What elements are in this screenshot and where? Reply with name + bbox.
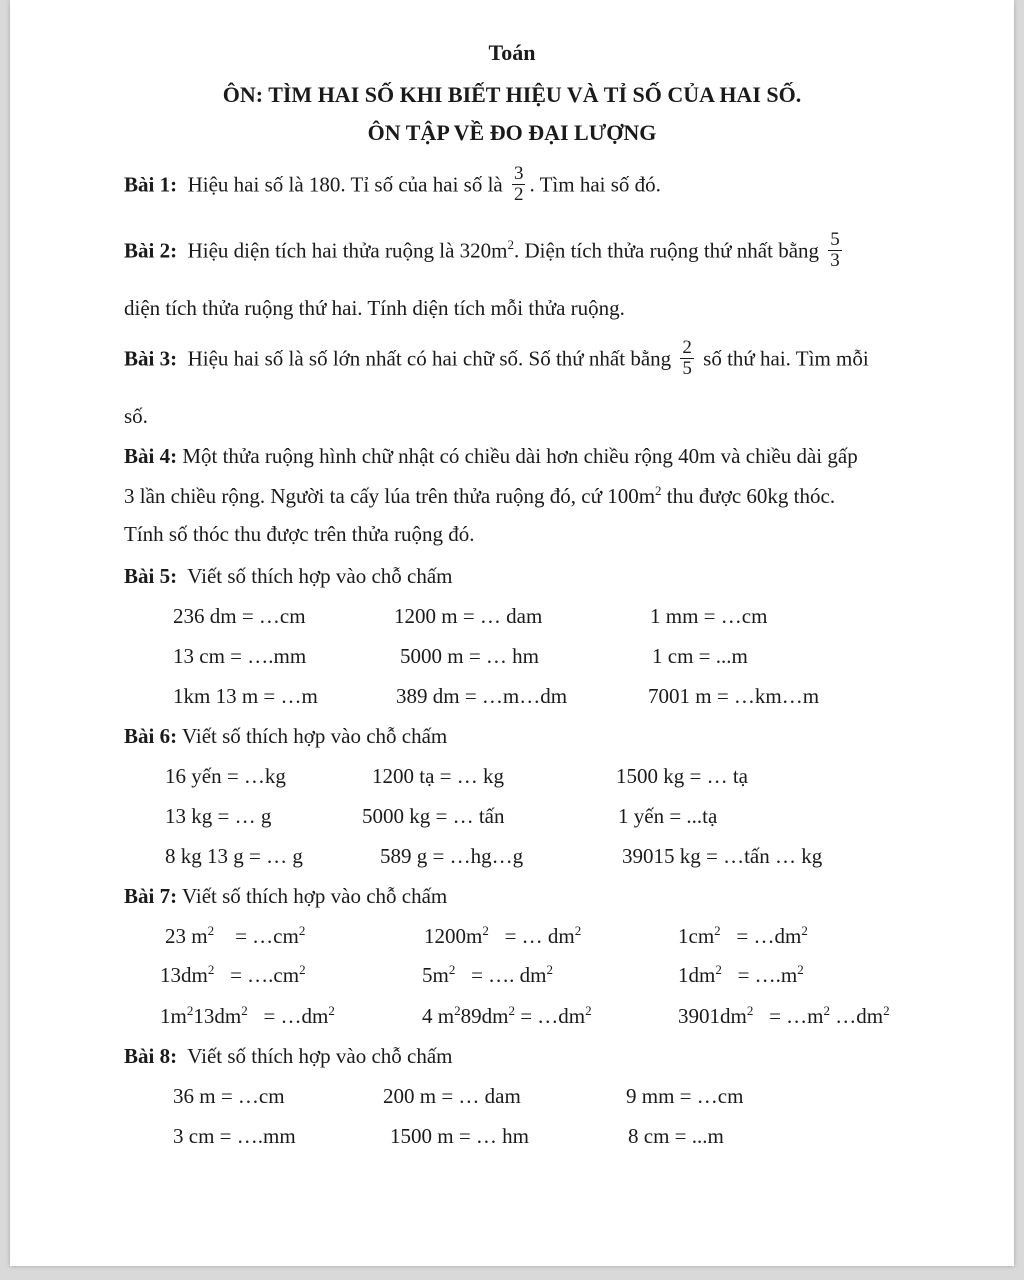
- area-term: 1200m: [424, 924, 483, 948]
- conversion-item: 200 m = … dam: [383, 1084, 521, 1108]
- exercise-1-text-end: . Tìm hai số đó.: [529, 172, 661, 197]
- superscript: 2: [507, 237, 514, 253]
- exercise-4-label: Bài 4:: [124, 444, 178, 468]
- superscript: 2: [482, 923, 489, 938]
- conversion-item: 39015 kg = …tấn … kg: [622, 844, 823, 868]
- conversion-item: 16 yến = …kg: [165, 764, 286, 788]
- fraction-numerator: 5: [830, 229, 840, 250]
- area-term: 3901dm: [678, 1004, 747, 1028]
- fraction-denominator: 5: [682, 358, 692, 379]
- exercise-3: [124, 337, 869, 381]
- exercise-3-label: Bài 3:: [124, 346, 178, 371]
- area-term: = …cm: [214, 924, 299, 948]
- area-term: = … dm: [488, 924, 575, 948]
- exercise-6-label: Bài 6:: [124, 724, 178, 748]
- conversion-item: 1500 m = … hm: [390, 1124, 530, 1148]
- conversion-item: 1200 tạ = … kg: [372, 764, 504, 788]
- conversion-item: 5000 m = … hm: [400, 644, 540, 668]
- area-conversion-item: [678, 1004, 890, 1029]
- exercise-1: [124, 163, 661, 207]
- fraction-numerator: 2: [682, 337, 692, 358]
- conversion-item: 8 cm = ...m: [628, 1124, 724, 1148]
- exercise-5: [124, 564, 453, 589]
- area-term: = ….m: [721, 963, 798, 987]
- area-term: 1dm: [678, 963, 716, 987]
- exercise-8-label: Bài 8:: [124, 1044, 178, 1068]
- exercise-4-line2: [124, 484, 835, 509]
- conversion-item: 1 yến = ...tạ: [618, 804, 718, 828]
- superscript: 2: [207, 962, 215, 977]
- exercise-2-line2: diện tích thửa ruộng thứ hai. Tính diện tích mỗi thửa ruộng.: [124, 296, 625, 320]
- exercise-2-fraction: [828, 230, 842, 271]
- conversion-item: 589 g = …hg…g: [380, 844, 524, 868]
- superscript: 2: [797, 962, 804, 977]
- superscript: 2: [883, 1003, 890, 1018]
- superscript: 2: [186, 1003, 194, 1018]
- superscript: 2: [207, 923, 215, 938]
- exercise-6: [124, 724, 447, 749]
- exercise-4-line2-text: 3 lần chiều rộng. Người ta cấy lúa trên thửa ruộng đó, cứ 100m: [124, 484, 656, 508]
- conversion-item: 3 cm = ….mm: [173, 1124, 296, 1148]
- superscript: 2: [454, 1003, 461, 1018]
- exercise-2-text: Hiệu diện tích hai thửa ruộng là 320m: [187, 238, 508, 263]
- exercise-4: [124, 444, 858, 469]
- area-term: …dm: [830, 1004, 884, 1028]
- exercise-3-text-end: số thứ hai. Tìm mỗi: [703, 346, 869, 371]
- superscript: 2: [298, 923, 306, 938]
- conversion-item: 236 dm = …cm: [173, 604, 306, 628]
- fraction-denominator: 2: [513, 184, 524, 205]
- area-conversion-item: [422, 963, 553, 988]
- exercise-4-line3: Tính số thóc thu được trên thửa ruộng đó.: [124, 522, 475, 546]
- exercise-8-instruction: Viết số thích hợp vào chỗ chấm: [187, 1044, 453, 1068]
- superscript: 2: [823, 1003, 831, 1018]
- area-term: = ….cm: [214, 963, 300, 987]
- superscript: 2: [299, 962, 306, 977]
- superscript: 2: [546, 962, 554, 977]
- exercise-7-instruction: Viết số thích hợp vào chỗ chấm: [181, 884, 448, 908]
- area-conversion-item: [160, 1004, 335, 1029]
- worksheet-title-line2: ÔN TẬP VỀ ĐO ĐẠI LƯỢNG: [367, 120, 657, 145]
- superscript: 2: [801, 923, 808, 938]
- exercise-8: [124, 1044, 453, 1069]
- exercise-5-instruction: Viết số thích hợp vào chỗ chấm: [187, 564, 453, 588]
- conversion-item: 8 kg 13 g = … g: [165, 844, 303, 868]
- area-conversion-item: [165, 924, 305, 949]
- exercise-7: [124, 884, 447, 909]
- exercise-3-text: Hiệu hai số là số lớn nhất có hai chữ số. Số thứ nhất bằng: [187, 346, 672, 371]
- exercise-3-line2: số.: [124, 404, 148, 428]
- area-term: = …dm: [514, 1004, 586, 1028]
- superscript: 2: [715, 962, 722, 977]
- area-term: = …dm: [720, 924, 802, 948]
- area-term: = …. dm: [455, 963, 547, 987]
- exercise-4-line2-end: thu được 60kg thóc.: [661, 484, 836, 508]
- area-term: 1m: [160, 1004, 187, 1028]
- area-term: 5m: [422, 963, 449, 987]
- conversion-item: 13 kg = … g: [165, 804, 272, 828]
- fraction-denominator: 3: [830, 250, 840, 271]
- area-conversion-item: [424, 924, 581, 949]
- fraction-numerator: 3: [513, 163, 524, 184]
- area-conversion-item: [678, 963, 804, 988]
- exercise-1-fraction: [512, 164, 526, 205]
- worksheet-page: [10, 0, 1014, 1266]
- exercise-3-fraction: [680, 338, 694, 379]
- area-conversion-item: [422, 1004, 592, 1029]
- exercise-2-label: Bài 2:: [124, 238, 178, 263]
- exercise-7-label: Bài 7:: [124, 884, 178, 908]
- conversion-item: 1500 kg = … tạ: [616, 764, 748, 788]
- superscript: 2: [241, 1003, 248, 1018]
- superscript: 2: [655, 483, 662, 498]
- subject-title: Toán: [488, 40, 536, 65]
- superscript: 2: [574, 923, 582, 938]
- conversion-item: 389 dm = …m…dm: [396, 684, 568, 708]
- conversion-item: 1km 13 m = …m: [173, 684, 318, 708]
- exercise-4-line1: Một thửa ruộng hình chữ nhật có chiều dài hơn chiều rộng 40m và chiều dài gấp: [182, 444, 858, 468]
- area-term: 23 m: [165, 924, 208, 948]
- area-term: = …m: [753, 1004, 824, 1028]
- conversion-item: 1 cm = ...m: [652, 644, 748, 668]
- area-term: 1cm: [678, 924, 715, 948]
- exercise-5-label: Bài 5:: [124, 564, 178, 588]
- conversion-item: 13 cm = ….mm: [173, 644, 307, 668]
- area-term: 89dm: [460, 1004, 509, 1028]
- superscript: 2: [448, 962, 456, 977]
- conversion-item: 7001 m = …km…m: [648, 684, 820, 708]
- conversion-item: 1200 m = … dam: [394, 604, 543, 628]
- conversion-item: 1 mm = …cm: [650, 604, 768, 628]
- conversion-item: 9 mm = …cm: [626, 1084, 744, 1108]
- conversion-item: 36 m = …cm: [173, 1084, 285, 1108]
- exercise-2-text-mid: . Diện tích thửa ruộng thứ nhất bằng: [514, 238, 820, 263]
- exercise-1-label: Bài 1:: [124, 172, 178, 197]
- superscript: 2: [746, 1003, 754, 1018]
- area-term: = …dm: [247, 1004, 329, 1028]
- conversion-item: 5000 kg = … tấn: [362, 804, 505, 828]
- superscript: 2: [714, 923, 721, 938]
- superscript: 2: [585, 1003, 592, 1018]
- exercise-2: [124, 229, 846, 273]
- superscript: 2: [328, 1003, 335, 1018]
- superscript: 2: [508, 1003, 515, 1018]
- area-term: 13dm: [160, 963, 208, 987]
- area-term: 4 m: [422, 1004, 455, 1028]
- exercise-1-text: Hiệu hai số là 180. Tỉ số của hai số là: [187, 172, 503, 197]
- worksheet-title-line1: ÔN: TÌM HAI SỐ KHI BIẾT HIỆU VÀ TỈ SỐ CỦA HAI SỐ.: [222, 82, 802, 107]
- area-term: 13dm: [193, 1004, 242, 1028]
- area-conversion-item: [678, 924, 808, 949]
- exercise-6-instruction: Viết số thích hợp vào chỗ chấm: [181, 724, 448, 748]
- area-conversion-item: [160, 963, 306, 988]
